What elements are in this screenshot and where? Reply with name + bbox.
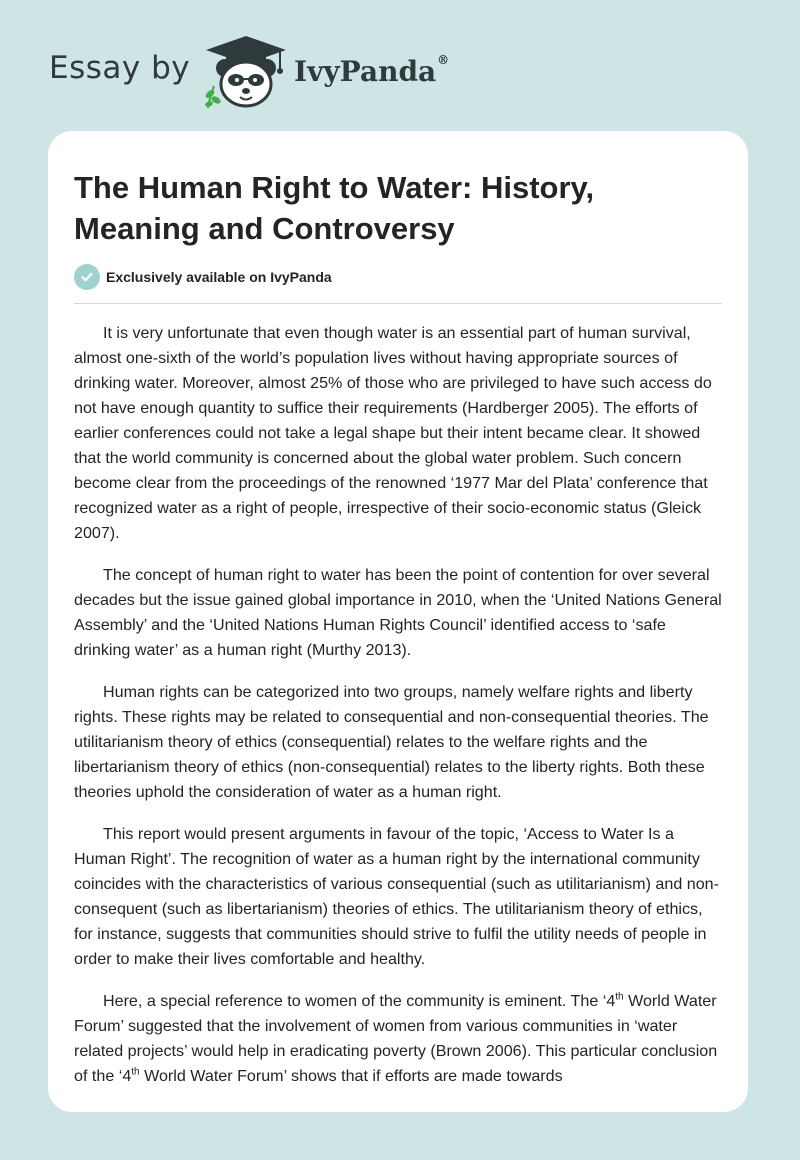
paragraph: It is very unfortunate that even though water is an essential part of human survival, almost one-sixth of the world’s population lives without having appropriate sources of drinking water. Moreover, almost 25% of those who are privileged to have such access do not have enough quantity to suffice their requirements (Hardberger 2005). The efforts of earlier conferences could not take a legal shape but their intent became clear. It showed that the world community is concerned about the global water problem. Such concern become clear from the proceedings of the renowned ‘1977 Mar del Plata’ conference that recognized water as a right of people, irrespective of their socio-economic status (Gleick 2007). (74, 324, 712, 542)
paragraph-text: Here, a special reference to women of the community is eminent. The ‘4 (103, 992, 616, 1010)
ordinal-suffix: th (131, 1066, 140, 1078)
essay-body (74, 321, 725, 1106)
checkmark-icon (74, 264, 100, 290)
essay-title: The Human Right to Water: History, Meaning and Controversy (74, 170, 595, 246)
panda-logo-icon[interactable] (200, 34, 292, 110)
exclusive-badge (74, 264, 332, 290)
site-header (0, 0, 800, 120)
paragraph (74, 989, 725, 1089)
paragraph: The concept of human right to water has been the point of contention for over several decades but the issue gained global importance in 2010, when the ‘United Nations General Assembly’ and the ‘United Nations Human Rights Council’ identified access to ‘safe drinking water’ as a human right (Murthy 2013). (74, 566, 722, 659)
paragraph-text: World Water Forum’ suggested that the involvement of women from various communities in ‘water related projects’ would help in eradicating poverty (Brown 2006). This particular conclusion of the ‘4 (74, 992, 718, 1085)
paragraph-text: World Water Forum’ shows that if efforts are made towards (139, 1067, 563, 1085)
essay-by-label: Essay by (49, 50, 191, 86)
paragraph: This report would present arguments in favour of the topic, ‘Access to Water Is a Human Right’. The recognition of water as a human right by the international community coincides with the characteristics of various consequential (such as utilitarianism) and non-consequent (such as libertarianism) theories of ethics. The utilitarianism theory of ethics, for instance, suggests that communities should strive to fulfil the utility needs of people in order to make their lives comfortable and healthy. (74, 825, 719, 968)
registered-mark: ® (437, 53, 450, 67)
paragraph: Human rights can be categorized into two groups, namely welfare rights and liberty rights. These rights may be related to consequential and non-consequential theories. The utilitarianism theory of ethics (consequential) relates to the welfare rights and the libertarianism theory of ethics (non-consequential) relates to the liberty rights. Both these theories uphold the consideration of water as a human right. (74, 683, 709, 801)
ordinal-suffix: th (615, 991, 624, 1003)
divider (74, 303, 722, 304)
exclusive-label: Exclusively available on IvyPanda (106, 269, 332, 285)
brand-text: IvyPanda (294, 55, 437, 88)
essay-card (48, 131, 748, 1112)
brand-name[interactable] (294, 55, 449, 88)
